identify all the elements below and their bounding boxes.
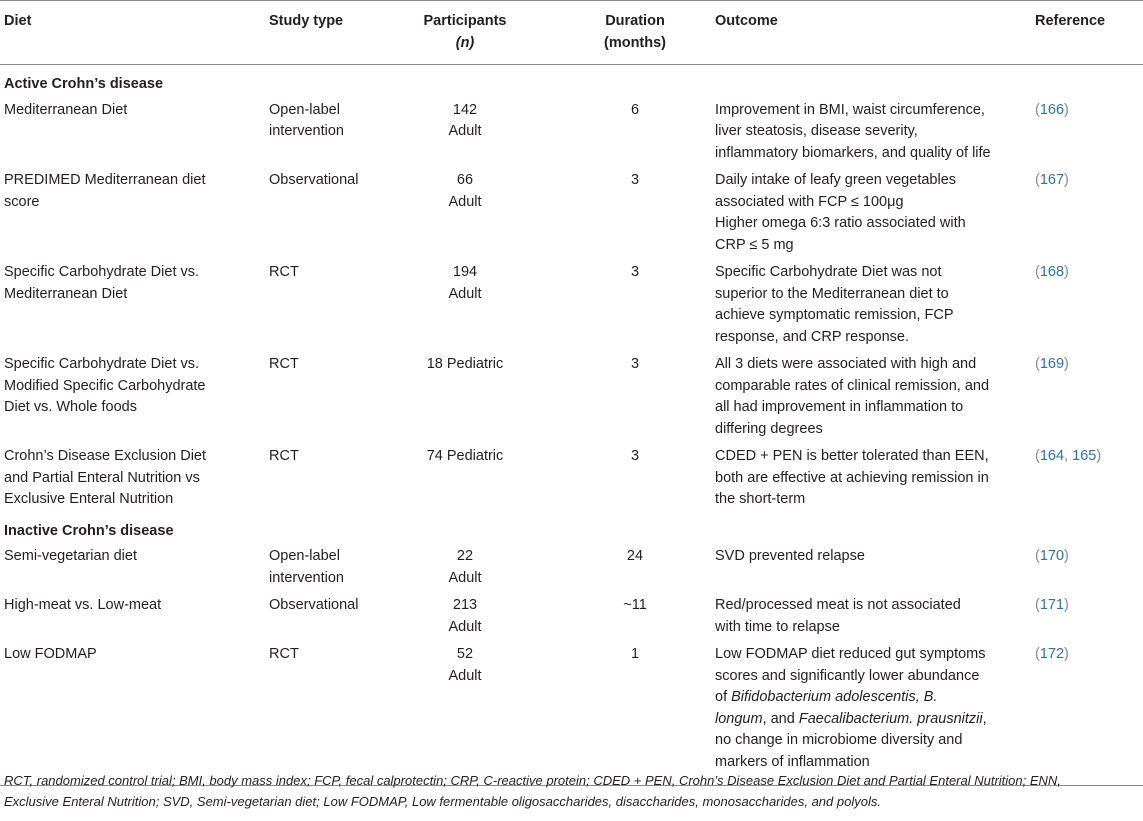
duration-cell: 3 [630, 172, 640, 188]
duration-cell: 1 [630, 646, 640, 662]
header-duration: Duration (months) [603, 13, 666, 51]
table-header [0, 1, 1143, 65]
reference-cell: (172) [1035, 646, 1069, 662]
reference-link[interactable]: 170 [1039, 548, 1065, 564]
table-row [0, 350, 1143, 442]
outcome-cell: Improvement in BMI, waist circumference, liver steatosis, disease severity, inflammatory biomarkers, and quality of life [715, 101, 991, 161]
study-type-cell: RCT [269, 448, 299, 464]
diet-cell: PREDIMED Mediterranean diet score [4, 172, 206, 210]
reference-link[interactable]: 164 [1039, 448, 1065, 464]
study-type-cell: Open-label intervention [269, 548, 344, 586]
diet-cell: Mediterranean Diet [4, 101, 128, 118]
participants-cell: 66 Adult [448, 172, 482, 210]
participants-cell: 18 Pediatric [426, 356, 504, 372]
table-row [0, 591, 1143, 640]
study-type-cell: RCT [269, 356, 299, 372]
outcome-cell: Daily intake of leafy green vegetables associated with FCP ≤ 100μg Higher omega 6:3 ratio associated with CRP ≤ 5 mg [715, 172, 966, 253]
participants-cell: 213 Adult [448, 597, 482, 635]
study-type-cell: Open-label intervention [269, 101, 344, 139]
section-row-inactive [0, 513, 1143, 543]
study-type-cell: Observational [269, 172, 359, 188]
table-row [0, 640, 1143, 786]
outcome-cell: CDED + PEN is better tolerated than EEN, both are effective at achieving remission in the short-term [715, 448, 989, 507]
reference-cell: (167) [1035, 172, 1069, 188]
reference-link[interactable]: 172 [1039, 646, 1065, 662]
participants-cell: 74 Pediatric [426, 448, 504, 464]
table-row [0, 258, 1143, 350]
reference-link[interactable]: 165 [1072, 448, 1097, 464]
participants-cell: 142 Adult [448, 101, 482, 139]
study-type-cell: Observational [269, 597, 359, 613]
reference-cell: (171) [1035, 597, 1069, 613]
header-reference: Reference [1035, 13, 1106, 29]
duration-cell: ~11 [623, 597, 647, 613]
diet-cell: Specific Carbohydrate Diet vs. Mediterranean Diet [4, 264, 200, 302]
reference-cell: (164, 165) [1035, 448, 1102, 464]
participants-cell: 52 Adult [448, 646, 482, 684]
reference-link[interactable]: 166 [1039, 101, 1065, 118]
outcome-cell: All 3 diets were associated with high and comparable rates of clinical remission, and all had improvement in inflammation to differing degrees [715, 356, 990, 437]
table-row [0, 96, 1143, 167]
table-row [0, 542, 1143, 591]
reference-cell: (170) [1035, 548, 1069, 564]
outcome-cell: SVD prevented relapse [715, 548, 865, 564]
header-outcome: Outcome [715, 13, 778, 29]
diet-cell: Low FODMAP [4, 646, 97, 662]
section-title-inactive: Inactive Crohn’s disease [4, 522, 174, 539]
table-footnote [4, 770, 1134, 812]
section-row-active [0, 65, 1143, 96]
outcome-cell: Low FODMAP diet reduced gut symptoms scores and significantly lower abundance of Bifidobacterium adolescentis, B. longum, and Faecalibacterium. prausnitzii, no change in microbiome diversity and markers of inflammation [715, 646, 987, 770]
duration-cell: 24 [626, 548, 644, 564]
table-row [0, 166, 1143, 258]
reference-link[interactable]: 168 [1039, 264, 1065, 280]
reference-cell: (169) [1035, 356, 1069, 372]
study-type-cell: RCT [269, 646, 299, 662]
outcome-cell: Red/processed meat is not associated with time to relapse [715, 597, 961, 635]
footnote-line: Exclusive Enteral Nutrition; SVD, Semi-vegetarian diet; Low FODMAP, Low fermentable oligosaccharides, disaccharides, monosaccharides, and polyols. [4, 794, 881, 809]
duration-cell: 6 [630, 101, 640, 118]
header-participants: Participants (n) [423, 13, 507, 51]
diet-cell: Semi-vegetarian diet [4, 548, 137, 564]
duration-cell: 3 [630, 448, 640, 464]
participants-cell: 22 Adult [448, 548, 482, 586]
participants-cell: 194 Adult [448, 264, 482, 302]
reference-link[interactable]: 167 [1039, 172, 1065, 188]
diet-cell: Specific Carbohydrate Diet vs. Modified Specific Carbohydrate Diet vs. Whole foods [4, 356, 206, 415]
header-study-type: Study type [269, 13, 344, 29]
reference-cell: (166) [1035, 101, 1069, 118]
table-body [0, 65, 1143, 786]
diet-cell: High-meat vs. Low-meat [4, 597, 162, 613]
duration-cell: 3 [630, 264, 640, 280]
duration-cell: 3 [630, 356, 640, 372]
study-type-cell: RCT [269, 264, 299, 280]
outcome-cell: Specific Carbohydrate Diet was not superior to the Mediterranean diet to achieve symptomatic remission, FCP response, and CRP response. [715, 264, 954, 345]
reference-link[interactable]: 171 [1039, 597, 1065, 613]
footnote-line: RCT, randomized control trial; BMI, body mass index; FCP, fecal calprotectin; CRP, C-reactive protein; CDED + PEN, Crohn’s Disease Exclusion Diet and Partial Enteral Nutrition; ENN, [4, 773, 1061, 788]
section-title-active: Active Crohn’s disease [4, 76, 164, 92]
reference-link[interactable]: 169 [1039, 356, 1065, 372]
reference-cell: (168) [1035, 264, 1069, 280]
table-row [0, 442, 1143, 513]
diet-cell: Crohn’s Disease Exclusion Diet and Partial Enteral Nutrition vs Exclusive Enteral Nutrition [4, 448, 207, 507]
header-diet: Diet [4, 13, 32, 29]
